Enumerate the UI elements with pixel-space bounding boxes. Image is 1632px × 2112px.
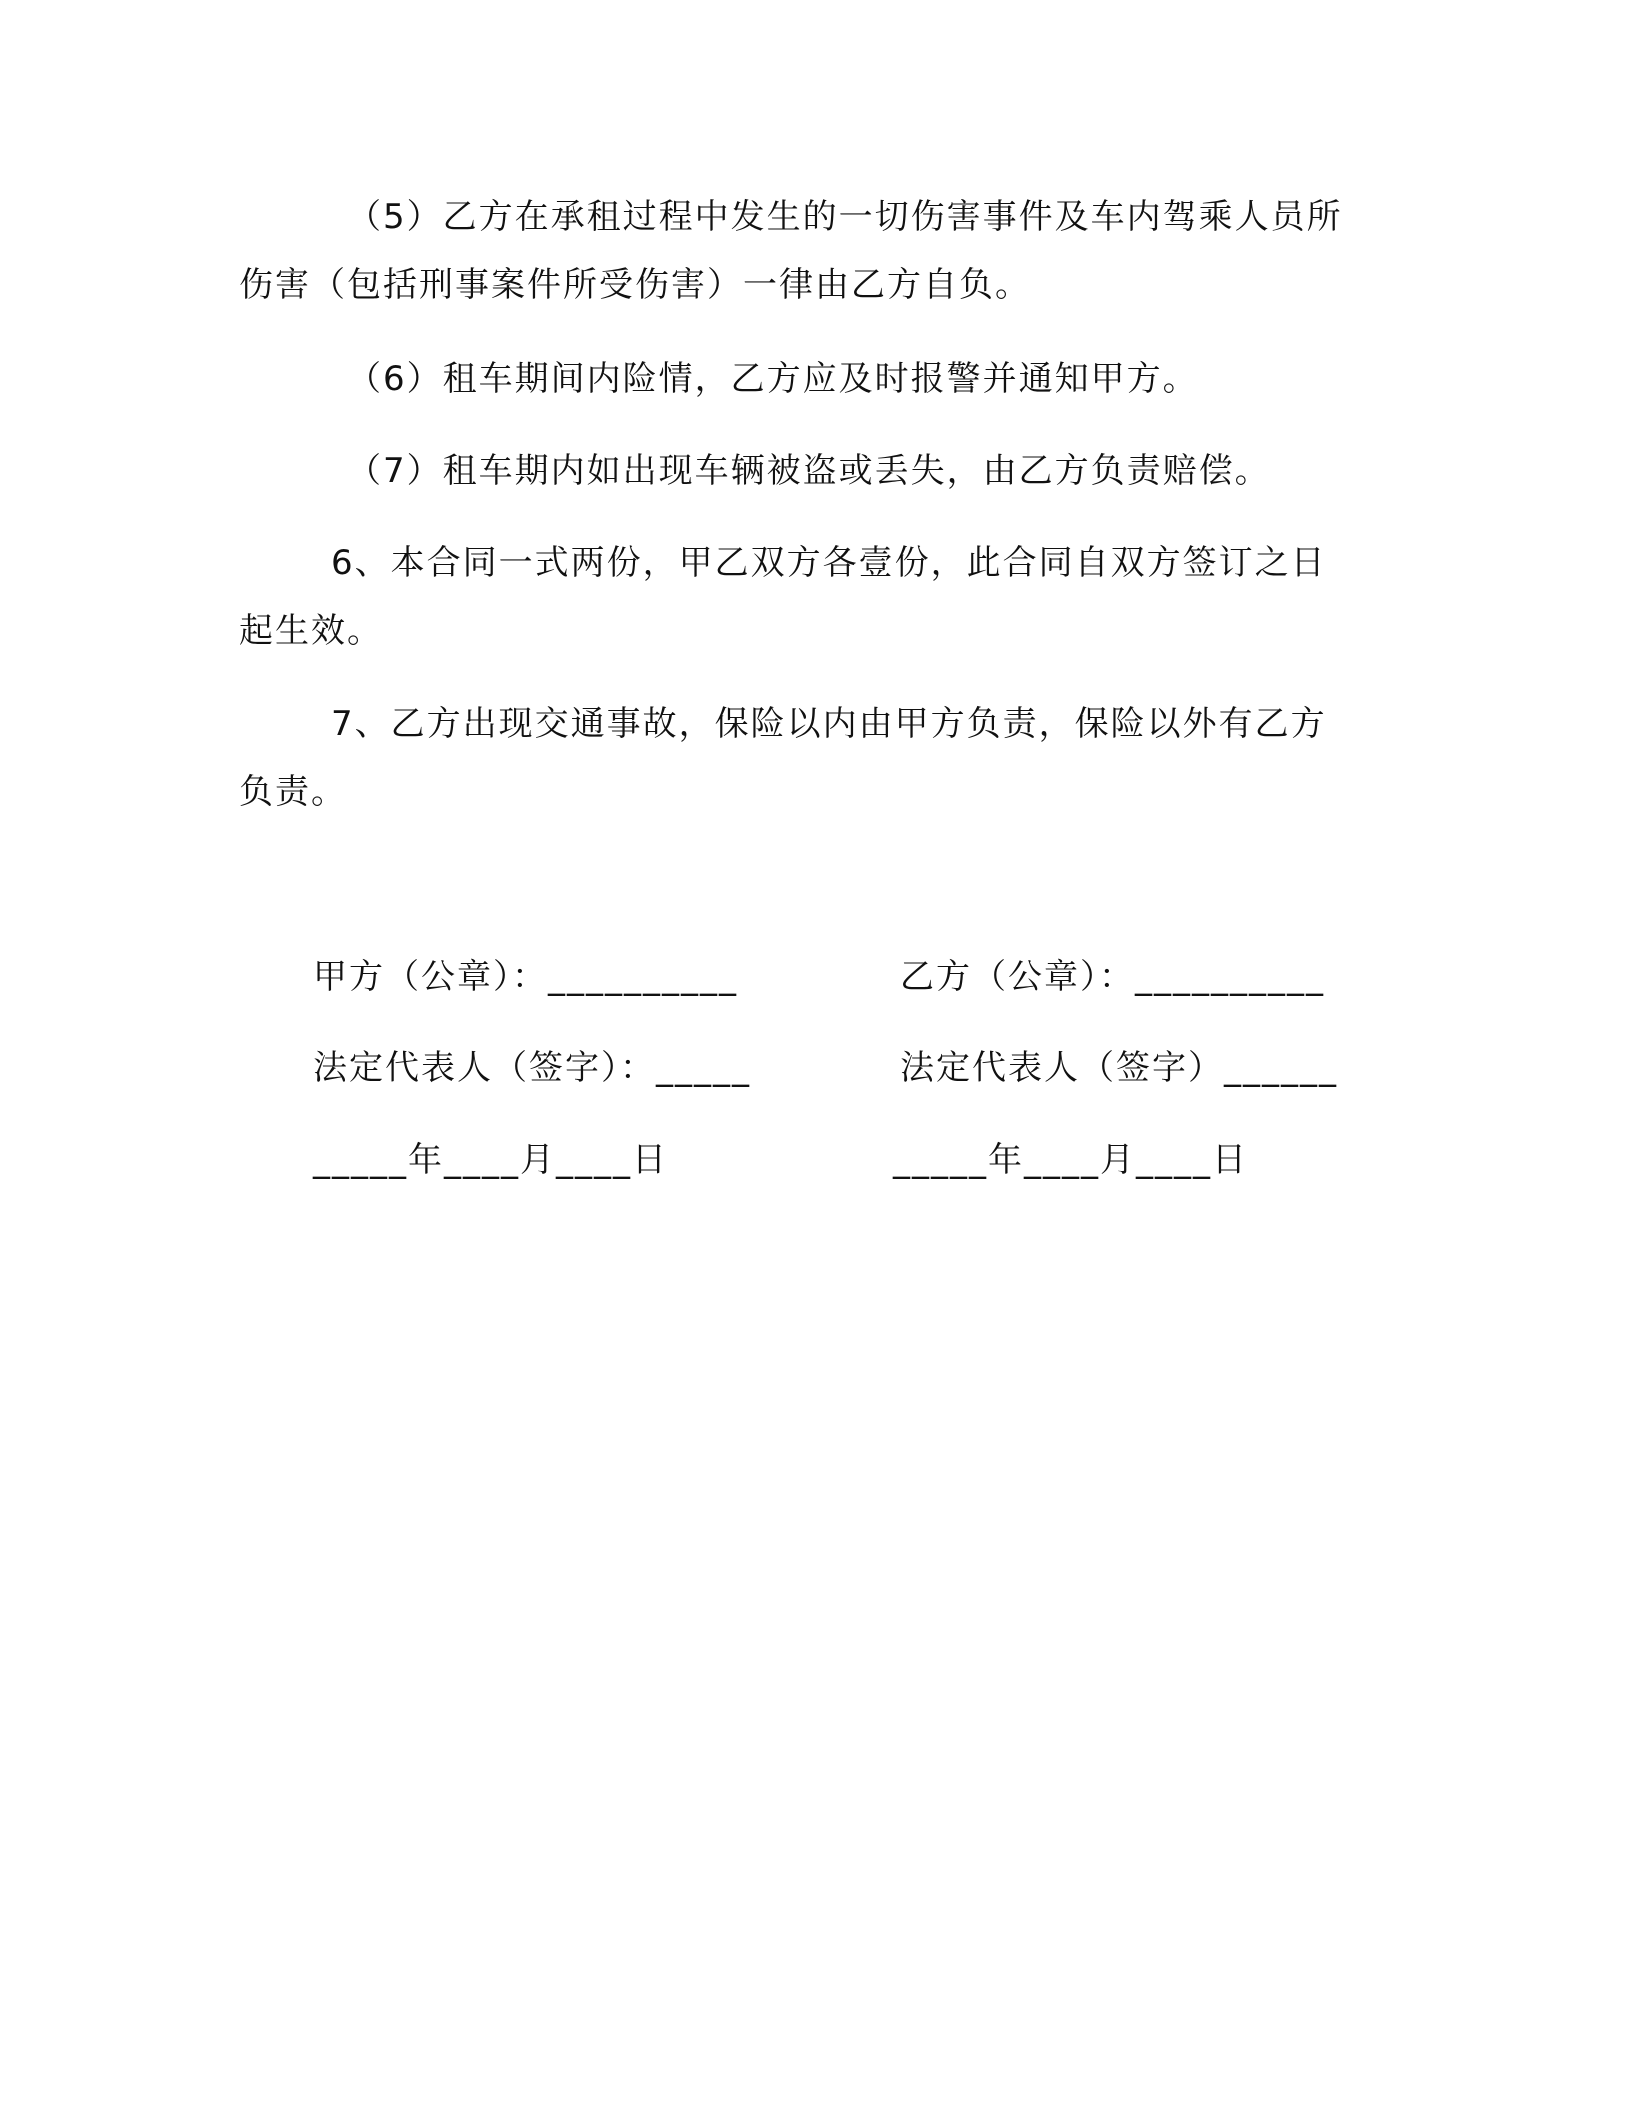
article-7-line-2: 负责。 [239, 772, 347, 812]
clause-6-paragraph [239, 345, 1359, 413]
party-b-seal-field: 乙方（公章）：__________ [900, 957, 1325, 997]
clause-6-line-1: （6）租车期间内险情，乙方应及时报警并通知甲方。 [347, 359, 1199, 399]
article-6-line-2: 起生效。 [239, 611, 383, 651]
clause-7-paragraph [239, 437, 1359, 505]
party-a-representative-field: 法定代表人（签字）：_____ [313, 1048, 751, 1088]
clause-5-line-1: （5）乙方在承租过程中发生的一切伤害事件及车内驾乘人员所 [347, 197, 1343, 237]
clause-5-paragraph [239, 183, 1359, 319]
article-7-line-1: 7、乙方出现交通事故，保险以内由甲方负责，保险以外有乙方 [331, 704, 1327, 744]
article-6-paragraph [239, 529, 1359, 665]
party-b-date-field: _____年____月____日 [893, 1140, 1248, 1180]
party-a-date-field: _____年____月____日 [313, 1140, 668, 1180]
clause-7-line-1: （7）租车期内如出现车辆被盗或丢失，由乙方负责赔偿。 [347, 451, 1271, 491]
article-7-paragraph [239, 690, 1359, 826]
clause-5-line-2: 伤害（包括刑事案件所受伤害）一律由乙方自负。 [239, 265, 1031, 305]
party-b-representative-field: 法定代表人（签字）______ [900, 1048, 1338, 1088]
party-a-seal-field: 甲方（公章）：__________ [313, 957, 738, 997]
article-6-line-1: 6、本合同一式两份，甲乙双方各壹份，此合同自双方签订之日 [331, 543, 1327, 583]
